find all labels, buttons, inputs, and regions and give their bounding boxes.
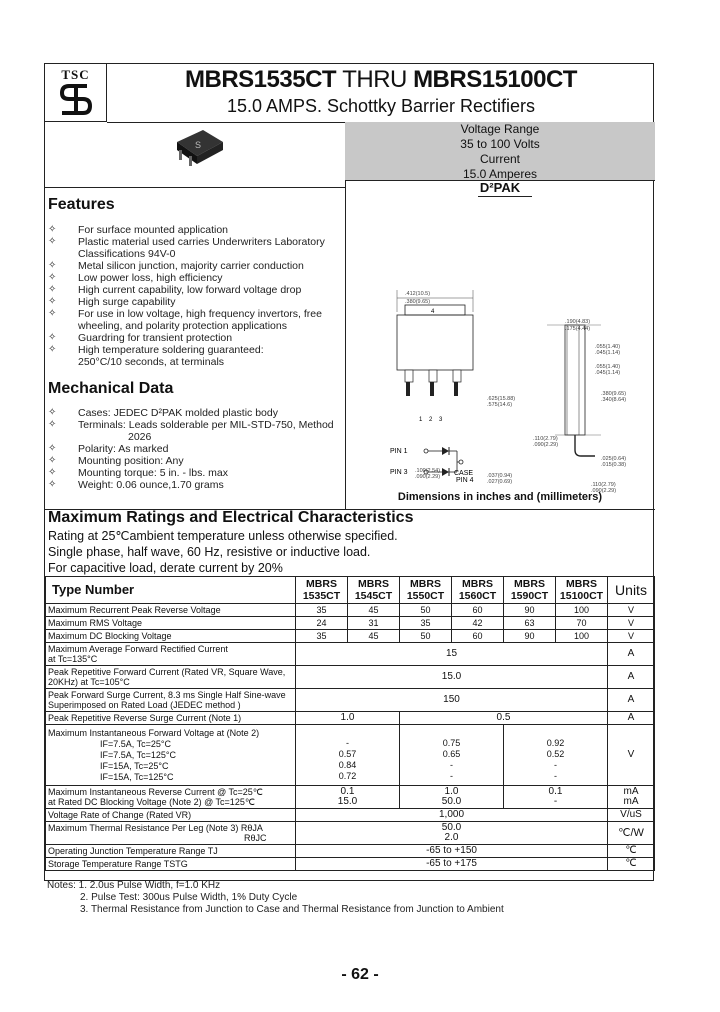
row-label: Maximum DC Blocking Voltage [46, 630, 296, 643]
bullet-icon: ✧ [48, 308, 57, 319]
mechanical-item-text: Polarity: As marked [78, 443, 169, 455]
row-label: Voltage Rate of Change (Rated VR) [46, 809, 296, 822]
bullet-icon: ✧ [48, 224, 57, 235]
dim-length-max: .625(15.88) [487, 396, 516, 402]
row-label: Maximum Recurrent Peak Reverse Voltage [46, 604, 296, 617]
cell: 60 [452, 604, 504, 617]
ratings-intro-3: For capacitive load, derate current by 20% [48, 561, 283, 575]
pin-diagram [390, 442, 530, 484]
feature-item-text: Metal silicon junction, majority carrier conduction [78, 260, 304, 272]
col-header-1560: MBRS 1560CT [452, 577, 504, 604]
dim-height-max: .190(4.83) [565, 319, 591, 325]
cell: 1.0 50.0 [400, 786, 504, 809]
table-row-iav [46, 643, 655, 666]
unit-cell: ℃ [608, 845, 655, 858]
dim-h-min: .090(2.29) [415, 474, 441, 480]
col-header-1535: MBRS 1535CT [296, 577, 348, 604]
feature-item [48, 332, 343, 344]
bullet-icon [48, 431, 78, 443]
feature-item-text: Guardring for transient protection [78, 332, 233, 344]
feature-item [48, 344, 343, 356]
feature-item-text: High temperature soldering guaranteed: [78, 344, 264, 356]
cell: 0.75 0.65 - - [400, 725, 504, 786]
package-photo-icon [165, 128, 235, 178]
package-name: D²PAK [479, 180, 521, 195]
unit-cell: V [608, 617, 655, 630]
page-number: - 62 - [341, 966, 379, 983]
tab-label: 4 [431, 309, 435, 315]
cell: 100 [556, 604, 608, 617]
dimension-caption: Dimensions in inches and (millimeters) [397, 491, 603, 503]
cell: 45 [348, 630, 400, 643]
mechanical-item-text: Weight: 0.06 ounce,1.70 grams [78, 479, 224, 491]
dim-g-min: .090(2.29) [591, 488, 617, 494]
datasheet-frame [44, 63, 654, 881]
mechanical-item-text: Cases: JEDEC D²PAK molded plastic body [78, 407, 278, 419]
mechanical-list [48, 407, 343, 491]
features-heading: Features [48, 196, 115, 213]
feature-item [48, 248, 343, 260]
row-label: Peak Repetitive Forward Current (Rated VR, Square Wave, 20KHz) at Tc=105°C [46, 666, 296, 689]
cell: -65 to +175 [296, 858, 608, 871]
row-label: Maximum Thermal Resistance Per Leg (Note 3) RθJA RθJC [46, 822, 296, 845]
mechanical-heading: Mechanical Data [48, 380, 174, 397]
feature-item-text: Plastic material used carries Underwriters Laboratory [78, 236, 325, 248]
cell: 31 [348, 617, 400, 630]
bullet-icon: ✧ [48, 296, 57, 307]
cell: 1.0 [296, 712, 400, 725]
col-header-1590: MBRS 1590CT [504, 577, 556, 604]
mechanical-item [48, 431, 343, 443]
unit-cell: A [608, 666, 655, 689]
feature-item-text: Low power loss, high efficiency [78, 272, 223, 284]
notes [47, 880, 504, 916]
cell: 0.92 0.52 - - [504, 725, 608, 786]
dim-length-min: .575(14.6) [487, 402, 513, 408]
cell: 50.0 2.0 [296, 822, 608, 845]
cell: 35 [296, 630, 348, 643]
ratings-intro-1: Rating at 25℃ambient temperature unless otherwise specified. [48, 529, 398, 543]
feature-item [48, 236, 343, 248]
image-divider [45, 187, 345, 188]
feature-item-text: High surge capability [78, 296, 176, 308]
bullet-icon [48, 248, 78, 260]
feature-item-text: Classifications 94V-0 [78, 248, 176, 260]
mechanical-item [48, 407, 343, 419]
table-row-vf [46, 725, 655, 786]
table-row-dvdt [46, 809, 655, 822]
cell: 0.1 - [504, 786, 608, 809]
unit-cell: V [608, 725, 655, 786]
table-row-tj [46, 845, 655, 858]
mechanical-item [48, 467, 343, 479]
table-row-vrms [46, 617, 655, 630]
col-header-1550: MBRS 1550CT [400, 577, 452, 604]
page-subtitle: 15.0 AMPS. Schottky Barrier Rectifiers [226, 96, 536, 116]
feature-item [48, 308, 343, 320]
package-underline [478, 196, 532, 197]
table-row-tstg [46, 858, 655, 871]
dim-width-max: .412(10.5) [405, 291, 431, 297]
page-title [107, 66, 655, 94]
feature-item-text: High current capability, low forward voltage drop [78, 284, 302, 296]
unit-cell: V [608, 630, 655, 643]
table-row-irrm [46, 712, 655, 725]
pin3-label: PIN 3 [390, 469, 408, 476]
table-row-vdc [46, 630, 655, 643]
unit-cell: ℃/W [608, 822, 655, 845]
current-label: Current [479, 152, 520, 166]
row-label: Maximum Instantaneous Reverse Current @ Tc=25℃ at Rated DC Blocking Voltage (Note 2) @ Tc=125℃ [46, 786, 296, 809]
cell: 50 [400, 604, 452, 617]
cell: 150 [296, 689, 608, 712]
title-part-b: MBRS15100CT [413, 66, 577, 93]
logo-text: TSC [61, 67, 90, 82]
dim-d-min: .090(2.29) [533, 442, 559, 448]
dim-e-min: .027(0.69) [487, 479, 513, 485]
dim-g-max: .110(2.79) [591, 482, 616, 488]
dim-a-max: .055(1.40) [595, 344, 621, 350]
note-2: 2. Pulse Test: 300us Pulse Width, 1% Duty Cycle [80, 892, 298, 903]
table-header-row [46, 577, 655, 604]
bullet-icon: ✧ [48, 344, 57, 355]
cell: 60 [452, 630, 504, 643]
row-label: Maximum Average Forward Rectified Current at Tc=135°C [46, 643, 296, 666]
bullet-icon: ✧ [48, 284, 57, 295]
feature-item [48, 284, 343, 296]
cell: 42 [452, 617, 504, 630]
feature-item-text: For surface mounted application [78, 224, 228, 236]
ratings-title: Maximum Ratings and Electrical Characteristics [48, 509, 414, 526]
ratings-intro-2: Single phase, half wave, 60 Hz, resistive or inductive load. [48, 545, 371, 559]
dim-f-max: .025(0.64) [601, 456, 627, 462]
bullet-icon: ✧ [48, 467, 57, 478]
note-3: 3. Thermal Resistance from Junction to Case and Thermal Resistance from Junction to Ambient [80, 904, 504, 915]
dim-c-min: .340(8.64) [601, 397, 627, 403]
bullet-icon [48, 356, 78, 368]
unit-cell: V [608, 604, 655, 617]
unit-cell: A [608, 689, 655, 712]
mechanical-item-text: Mounting position: Any [78, 455, 184, 467]
cell: 70 [556, 617, 608, 630]
mechanical-item [48, 419, 343, 431]
row-label: Operating Junction Temperature Range TJ [46, 845, 296, 858]
table-row-ir [46, 786, 655, 809]
unit-cell: A [608, 712, 655, 725]
current-value: 15.0 Amperes [462, 167, 538, 181]
ratings-table [45, 576, 655, 871]
unit-cell: mA mA [608, 786, 655, 809]
row-label: Maximum Instantaneous Forward Voltage at (Note 2) IF=7.5A, Tc=25°C IF=7.5A, Tc=125°C IF=15A, Tc=25°C IF=15A, Tc=125°C [46, 725, 296, 786]
case-label: CASE [454, 470, 474, 477]
table-row-ifrm [46, 666, 655, 689]
mechanical-item-text: Mounting torque: 5 in. - lbs. max [78, 467, 228, 479]
dim-f-min: .015(0.38) [601, 462, 627, 468]
note-1: Notes: 1. 2.0us Pulse Width, f=1.0 KHz [47, 880, 221, 891]
dim-b-min: .045(1.14) [595, 370, 621, 376]
bullet-icon: ✧ [48, 443, 57, 454]
feature-item-text: 250°C/10 seconds, at terminals [78, 356, 225, 368]
row-label: Peak Repetitive Reverse Surge Current (Note 1) [46, 712, 296, 725]
title-part-a: MBRS1535CT [185, 66, 337, 93]
cell: 63 [504, 617, 556, 630]
cell: 50 [400, 630, 452, 643]
bullet-icon: ✧ [48, 479, 57, 490]
bullet-icon: ✧ [48, 236, 57, 247]
dim-a-min: .045(1.14) [595, 350, 621, 356]
bullet-icon: ✧ [48, 332, 57, 343]
cell: 90 [504, 604, 556, 617]
feature-item-text: For use in low voltage, high frequency invertors, free [78, 308, 322, 320]
dim-d-max: .110(2.79) [533, 436, 558, 442]
bullet-icon: ✧ [48, 407, 57, 418]
mechanical-item-text: Terminals: Leads solderable per MIL-STD-750, Method [78, 419, 334, 431]
pin-number-2: 2 [429, 417, 433, 423]
cell: 0.1 15.0 [296, 786, 400, 809]
dim-height-min: .175(4.44) [565, 326, 591, 332]
units-header: Units [608, 577, 655, 604]
unit-cell: ℃ [608, 858, 655, 871]
cell: - 0.57 0.84 0.72 [296, 725, 400, 786]
unit-cell: V/uS [608, 809, 655, 822]
dim-h-max: .100(2.54) [415, 468, 441, 474]
feature-item [48, 260, 343, 272]
type-number-header: Type Number [46, 577, 296, 604]
specs-box [345, 122, 655, 180]
bullet-icon: ✧ [48, 272, 57, 283]
feature-item [48, 296, 343, 308]
mechanical-item [48, 479, 343, 491]
dim-b-max: .055(1.40) [595, 364, 621, 370]
feature-item [48, 320, 343, 332]
pin4-label: PIN 4 [456, 477, 474, 484]
mechanical-item [48, 443, 343, 455]
dim-width-min: .380(9.65) [405, 299, 431, 305]
title-thru: THRU [342, 66, 407, 93]
feature-item [48, 272, 343, 284]
feature-item-text: wheeling, and polarity protection applications [78, 320, 287, 332]
bullet-icon: ✧ [48, 260, 57, 271]
cell: 45 [348, 604, 400, 617]
bullet-icon: ✧ [48, 455, 57, 466]
company-logo [45, 64, 107, 122]
table-row-vrrm [46, 604, 655, 617]
col-header-15100: MBRS 15100CT [556, 577, 608, 604]
row-label: Maximum RMS Voltage [46, 617, 296, 630]
bullet-icon [48, 320, 78, 332]
features-list [48, 224, 343, 368]
cell: 15 [296, 643, 608, 666]
cell: 35 [296, 604, 348, 617]
dim-c-max: .380(9.65) [601, 391, 627, 397]
feature-item [48, 356, 343, 368]
logo-mark-icon [59, 83, 93, 117]
cell: 100 [556, 630, 608, 643]
mechanical-item-text: 2026 [128, 431, 152, 443]
voltage-range-label: Voltage Range [460, 122, 540, 136]
cell: 35 [400, 617, 452, 630]
feature-item [48, 224, 343, 236]
table-row-ifsm [46, 689, 655, 712]
table-row-rth [46, 822, 655, 845]
pin1-label: PIN 1 [390, 448, 408, 455]
dim-e-max: .037(0.94) [487, 473, 513, 479]
cell: 1,000 [296, 809, 608, 822]
svg-text:S: S [195, 140, 202, 150]
mechanical-item [48, 455, 343, 467]
bullet-icon: ✧ [48, 419, 57, 430]
cell: -65 to +150 [296, 845, 608, 858]
row-label: Storage Temperature Range TSTG [46, 858, 296, 871]
cell: 24 [296, 617, 348, 630]
pin-number-1: 1 [419, 417, 423, 423]
unit-cell: A [608, 643, 655, 666]
row-label: Peak Forward Surge Current, 8.3 ms Single Half Sine-wave Superimposed on Rated Load (JEDEC method ) [46, 689, 296, 712]
col-header-1545: MBRS 1545CT [348, 577, 400, 604]
cell: 15.0 [296, 666, 608, 689]
voltage-range-value: 35 to 100 Volts [460, 137, 540, 151]
pin-number-3: 3 [439, 417, 443, 423]
cell: 0.5 [400, 712, 608, 725]
cell: 90 [504, 630, 556, 643]
